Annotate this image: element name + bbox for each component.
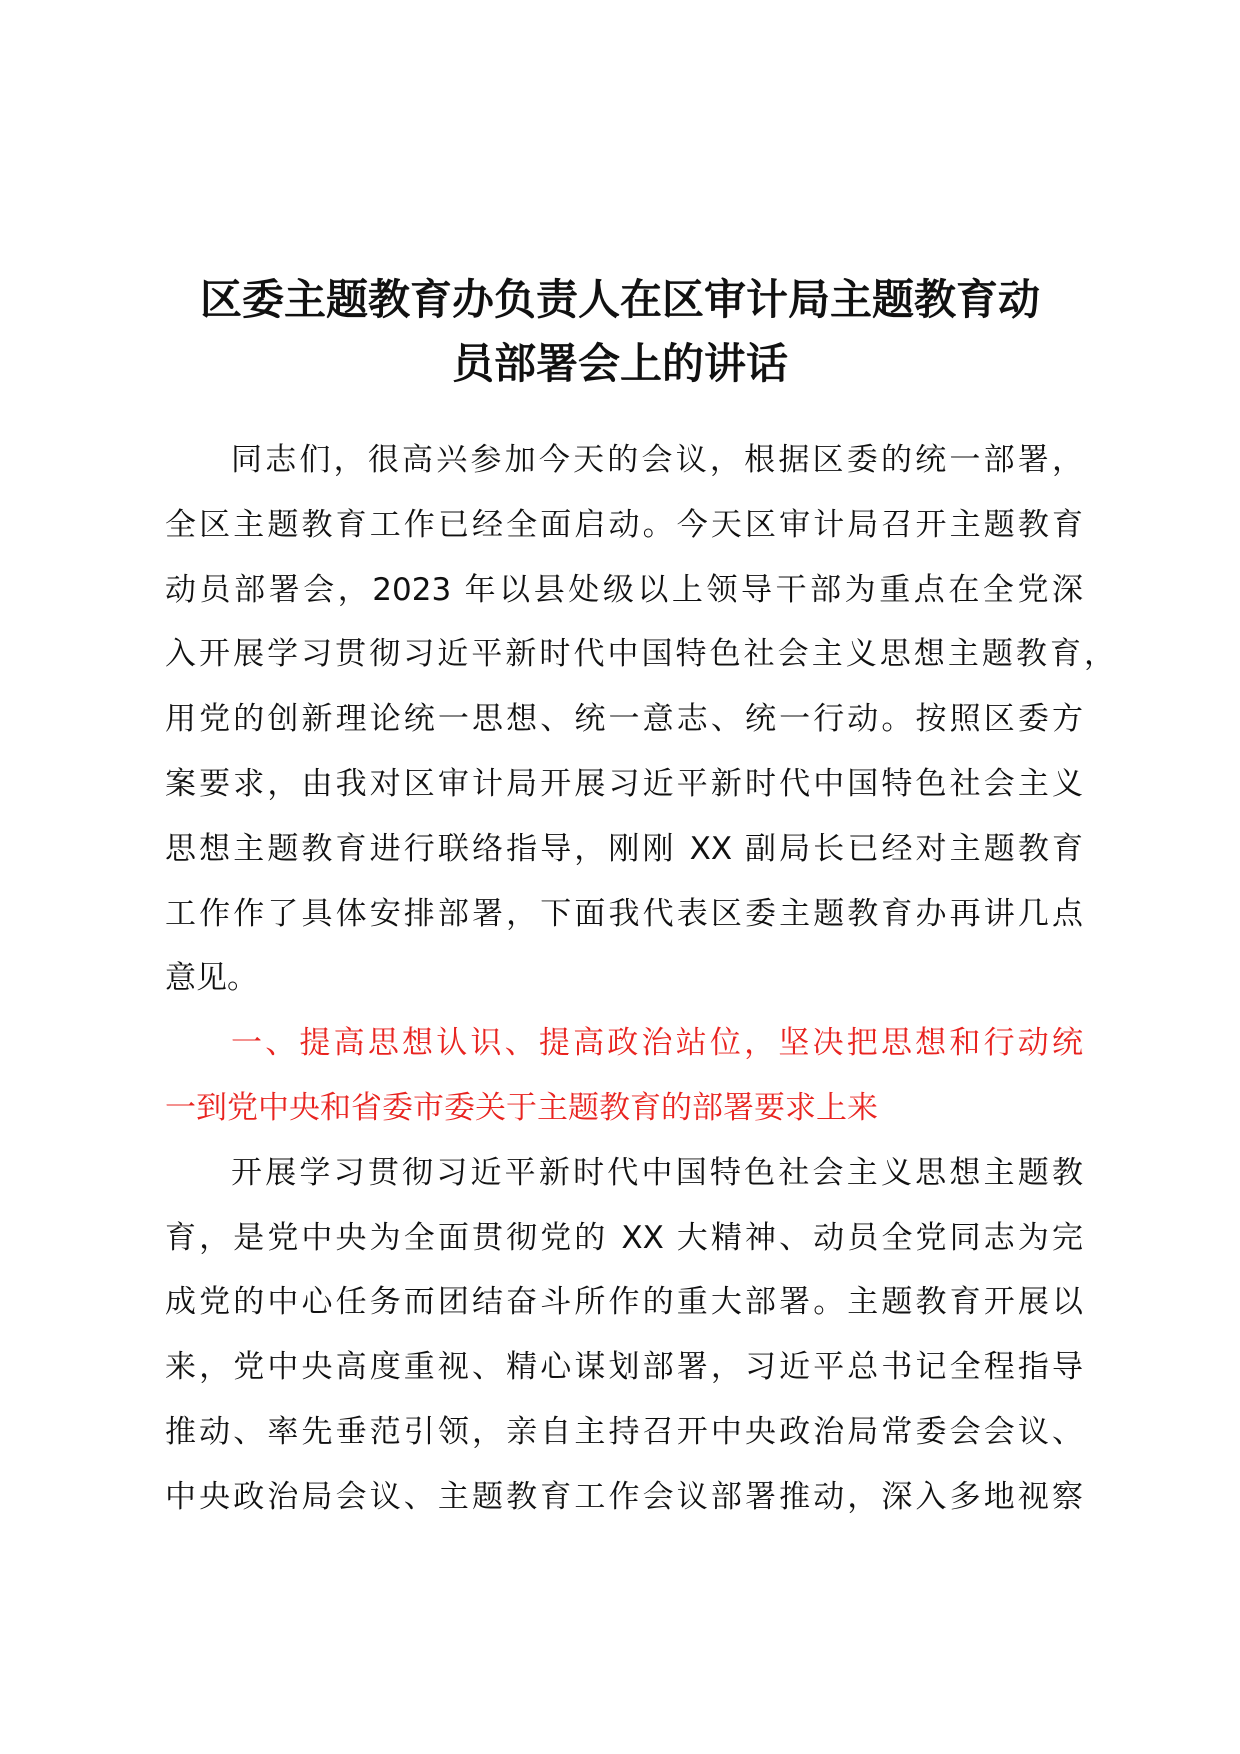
text-line: 来，党中央高度重视、精心谋划部署，习近平总书记全程指导 xyxy=(165,1349,1083,1386)
text-line: 案要求，由我对区审计局开展习近平新时代中国特色社会主义 xyxy=(165,765,1083,802)
text-line: 中央政治局会议、主题教育工作会议部署推动，深入多地视察 xyxy=(165,1478,1083,1515)
text-line: 同志们，很高兴参加今天的会议，根据区委的统一部署， xyxy=(231,442,1083,478)
heading-line: 一、提高思想认识、提高政治站位，坚决把思想和行动统 xyxy=(231,1025,1083,1062)
text-line: 开展学习贯彻习近平新时代中国特色社会主义思想主题教 xyxy=(231,1154,1083,1191)
text-line: 全区主题教育工作已经全面启动。今天区审计局召开主题教育 xyxy=(165,506,1083,543)
text-line: 工作作了具体安排部署，下面我代表区委主题教育办再讲几点 xyxy=(165,895,1083,932)
text-line: 育，是党中央为全面贯彻党的 XX 大精神、动员全党同志为完 xyxy=(165,1219,1083,1256)
paragraph-opening xyxy=(165,428,1115,1011)
document-title xyxy=(0,268,1240,396)
text-line: 用党的创新理论统一思想、统一意志、统一行动。按照区委方 xyxy=(165,701,1083,738)
title-line-1: 区委主题教育办负责人在区审计局主题教育动 xyxy=(199,275,1040,324)
title-line-2: 员部署会上的讲话 xyxy=(451,339,788,388)
heading-line: 一到党中央和省委市委关于主题教育的部署要求上来 xyxy=(165,1089,878,1126)
text-line: 推动、率先垂范引领，亲自主持召开中央政治局常委会会议、 xyxy=(165,1413,1083,1450)
text-line: 成党的中心任务而团结奋斗所作的重大部署。主题教育开展以 xyxy=(165,1284,1083,1321)
paragraph-section-1 xyxy=(165,1141,1083,1530)
text-line: 意见。 xyxy=(165,960,258,997)
section-heading-1 xyxy=(165,1011,1083,1141)
text-line: 思想主题教育进行联络指导，刚刚 XX 副局长已经对主题教育 xyxy=(165,830,1083,867)
text-line: 入开展学习贯彻习近平新时代中国特色社会主义思想主题教育， xyxy=(165,636,1115,673)
document-body xyxy=(165,428,1115,1530)
text-line: 动员部署会，2023 年以县处级以上领导干部为重点在全党深 xyxy=(165,571,1083,608)
